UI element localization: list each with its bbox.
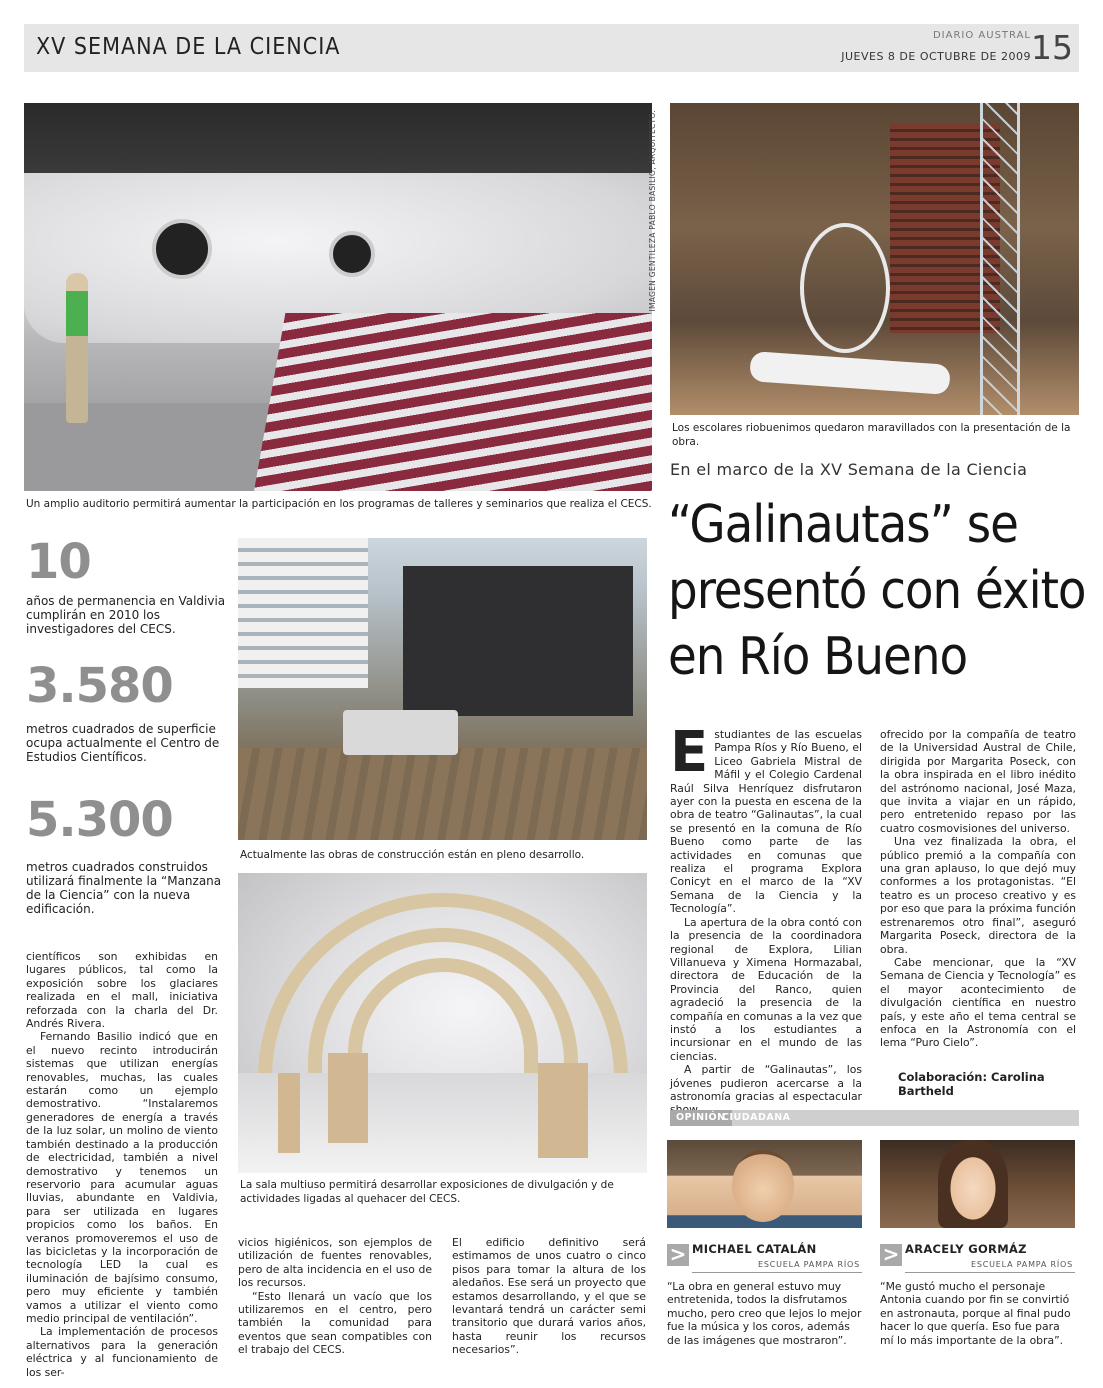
paragraph: vicios higiénicos, son ejemplos de utilización de fuentes renovables, pero de alta incidencia en el uso de los recursos. — [238, 1236, 432, 1290]
performer — [749, 351, 951, 395]
metal-truss — [980, 103, 1020, 415]
paragraph: ofrecido por la compañía de teatro de la Universidad Austral de Chile, dirigida por Margarita Poseck, con la obra inspirada en el libro inédito del astrónomo nacional, José Maza, que invita a viajar en un rápido, pero entretenido repaso por las cuatro cosmovisiones del universo. — [880, 728, 1076, 835]
exhibit-panel — [278, 1073, 300, 1153]
face — [938, 1140, 1008, 1228]
divider — [692, 1272, 862, 1273]
paragraph: La apertura de la obra contó con la presencia de la coordinadora regional de Explora, Lilian Villanueva y Ximena Hormazabal, directora de Educación de la Provincia del Ranco, quien agradeció la presencia de la compañía en comunas a la vez que instó a los estudiantes a incursionar en el mundo de las ciencias. — [670, 915, 862, 1063]
figure-person — [66, 273, 88, 423]
person-quote: “Me gustó mucho el personaje Antonia cuando por fin se convirtió en astronauta, porque al final pudo hacer lo que quería. Eso fue para mí lo más importante de la obra”. — [880, 1280, 1071, 1347]
arrow-icon: > — [880, 1244, 902, 1266]
opinion-label: OPINIÓN — [670, 1110, 732, 1126]
paragraph: La implementación de procesos alternativos para la generación eléctrica y al funcionamiento de los ser- — [26, 1325, 218, 1379]
person-name: ARACELY GORMÁZ — [905, 1242, 1027, 1256]
fact-text: años de permanencia en Valdivia cumplirán en 2010 los investigadores del CECS. — [26, 594, 226, 636]
left-article-column-2 — [238, 1236, 432, 1357]
dark-building-block — [403, 566, 633, 716]
auditorium-caption: Un amplio auditorio permitirá aumentar la participación en los programas de talleres y seminarios que realiza el CECS. — [26, 498, 652, 510]
article-credit: Colaboración: Carolina Bartheld — [898, 1070, 1045, 1098]
page-number: 15 — [1031, 28, 1073, 67]
issue-date: JUEVES 8 DE OCTUBRE DE 2009 — [841, 50, 1031, 63]
construction-site-photo — [238, 538, 647, 840]
paragraph: El edificio definitivo será estimamos de unos cuatro o cinco pisos para tomar la altura de los aledaños. Ese será un proyecto que estamos desarrollando, y el que se levantará tendrá un carácter semi transitorio que durará varios años, hasta reunir los recursos necesarios”. — [452, 1236, 646, 1357]
auditorium-seats — [254, 313, 652, 491]
paragraph: científicos son exhibidas en lugares públicos, tal como la exposición sobre los glaciares realizada en el mall, iniciativa reforzada con la charla del Dr. Andrés Rivera. — [26, 950, 218, 1031]
round-window — [329, 231, 375, 277]
round-window — [152, 219, 212, 279]
apartment-building — [238, 538, 368, 688]
gym-caption: Los escolares riobuenimos quedaron maravillados con la presentación de la obra. — [672, 422, 1071, 448]
auditorium-render-photo — [24, 103, 652, 491]
exhibit-panel — [538, 1063, 588, 1158]
construction-caption: Actualmente las obras de construcción están en pleno desarrollo. — [240, 849, 585, 861]
article-kicker: En el marco de la XV Semana de la Ciencia — [670, 460, 1028, 479]
divider — [905, 1272, 1075, 1273]
main-article-column-1 — [670, 720, 862, 1117]
fact-number: 3.580 — [26, 658, 173, 714]
gym-performance-photo — [670, 103, 1079, 415]
left-article-column-1 — [26, 950, 218, 1379]
face — [732, 1150, 794, 1222]
portrait-photo — [667, 1140, 862, 1228]
drop-cap: E — [670, 720, 709, 785]
section-title: XV SEMANA DE LA CIENCIA — [36, 34, 341, 60]
article-headline: “Galinautas” se presentó con éxito en Río Bueno — [668, 495, 1086, 687]
paragraph: Fernando Basilio indicó que en el nuevo recinto introducirán sistemas que utilizan energías renovables, muchas, las cuales estarán como un ejemplo demostrativo. “Instalaremos generadores de energía a través de la luz solar, un molino de viento también destinado a la producción de electricidad, también a nivel demostrativo y tenemos un reservorio para acumular aguas lluvias, abundante en Valdivia, para ser utilizada en lugares propicios como los baños. En veranos promoveremos el uso de las bicicletas y la incorporación de tecnología LED la cual es iluminación de bajísimo consumo, pero muy eficiente y también vamos a utilizar el viento como medio principal de ventilación”. — [26, 1030, 218, 1325]
multipurpose-hall-render — [238, 873, 647, 1173]
paragraph: Cabe mencionar, que la “XV Semana de Ciencia y Tecnología” es el mayor acontecimiento de divulgación científica en nuestro país, y este año el tema central se enfoca en la Astronomía con el lema “Puro Cielo”. — [880, 955, 1076, 1050]
main-article-column-2 — [880, 728, 1076, 1050]
person-name: MICHAEL CATALÁN — [692, 1242, 817, 1256]
portrait-photo — [880, 1140, 1075, 1228]
hall-caption: La sala multiuso permitirá desarrollar exposiciones de divulgación y de actividades ligadas al quehacer del CECS. — [240, 1179, 614, 1205]
fact-text: metros cuadrados construidos utilizará finalmente la “Manzana de la Ciencia” con la nueva edificación. — [26, 860, 222, 916]
fact-number: 5.300 — [26, 792, 173, 848]
arrow-icon: > — [667, 1244, 689, 1266]
paragraph: Una vez finalizada la obra, el público premió a la compañía con una gran aplauso, lo que dejó muy conformes a los protagonistas. “El teatro es un proceso creativo y es por eso que para la próxima función estrenaremos otro final”, aseguró Margarita Poseck, directora de la obra. — [880, 835, 1076, 956]
paragraph: A partir de “Galinautas”, los jóvenes pudieron acercarse a la astronomía gracias al espectacular — [670, 1063, 862, 1103]
paragraph: “Esto llenará un vacío que los utilizaremos en el centro, pero también la comunidad para eventos que sean compatibles con el trabajo del CECS. — [238, 1289, 432, 1357]
exhibit-panel — [328, 1053, 368, 1143]
paper-name: DIARIO AUSTRAL — [932, 30, 1031, 41]
fact-number: 10 — [26, 534, 91, 590]
person-school: ESCUELA PAMPA RÍOS — [971, 1260, 1073, 1269]
left-article-column-3 — [452, 1236, 646, 1357]
aerial-hoop — [800, 223, 890, 353]
lead-text: studiantes de las escuelas Pampa Ríos y Río Bueno, el Liceo Gabriela Mistral de Máfil y el Colegio Cardenal Raúl Silva Henríquez disfrutaron ayer con la puesta en escena de la obra de teatro “Galinautas”, la cual se presentó en la comuna de Río Bueno como parte de las actividades en comunas que realiza el programa Explora Conicyt en el marco de la “XV Semana de la Ciencia y la Tecnología”. — [670, 728, 862, 916]
fact-text: metros cuadrados de superficie ocupa actualmente el Centro de Estudios Científicos. — [26, 722, 220, 764]
lead-paragraph — [670, 720, 862, 916]
person-school: ESCUELA PAMPA RÍOS — [758, 1260, 860, 1269]
photo-credit: IMAGEN GENTILEZA PABLO BASILIO, ARQUITECTO. — [648, 110, 657, 312]
truck — [343, 710, 458, 755]
person-quote: “La obra en general estuvo muy entretenida, todos la disfrutamos mucho, pero creo que lejos lo mejor fue la música y los coros, además de las imágenes que mostraron”. — [667, 1280, 862, 1347]
construction-ground — [238, 748, 647, 840]
stage-floor — [24, 403, 284, 491]
ciudadana-label: CIUDADANA — [722, 1112, 791, 1123]
